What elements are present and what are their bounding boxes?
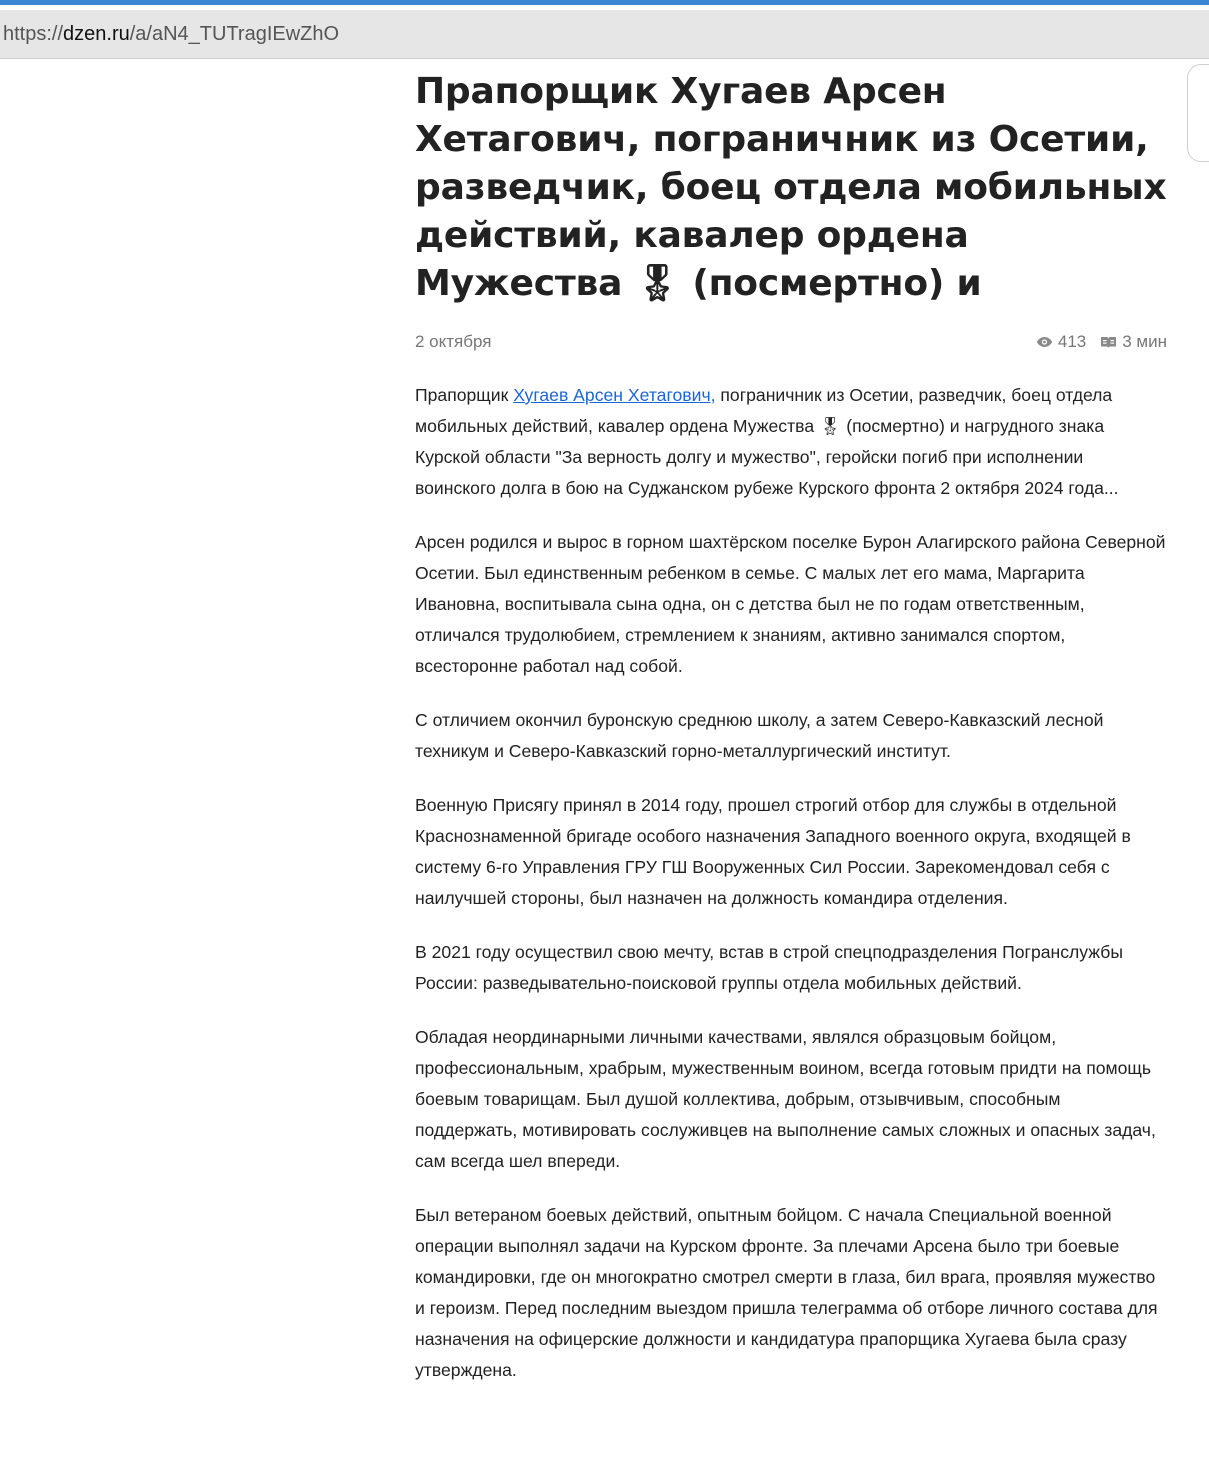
article-stats [1036, 332, 1167, 352]
paragraph-1 [415, 380, 1167, 504]
publish-date: 2 октября [415, 332, 492, 351]
paragraph-4: Военную Присягу принял в 2014 году, прошел строгий отбор для службы в отдельной Краснознаменной бригаде особого назначения Западного военного округа, входящей в систему 6-го Управления ГРУ ГШ Вооруженных Сил России. Зарекомендовал себя с наилучшей стороны, был назначен на должность командира отделения. [415, 795, 1131, 908]
paragraph-7: Был ветераном боевых действий, опытным бойцом. С начала Специальной военной операции выполнял задачи на Курском фронте. За плечами Арсена было три боевые командировки, где он многократно смотрел смерти в глаза, бил врага, проявляя мужество и героизм. Перед последним выездом пришла телеграмма об отборе личного состава для назначения на офицерские должности и кандидатура прапорщика Хугаева была сразу утверждена. [415, 1205, 1158, 1380]
read-time [1100, 332, 1167, 352]
views-value: 413 [1057, 332, 1087, 351]
article [415, 68, 1167, 1409]
article-meta [415, 330, 1167, 354]
side-panel-handle[interactable] [1187, 64, 1209, 162]
article-title: Прапорщик Хугаев Арсен Хетагович, пограничник из Осетии, разведчик, боец отдела мобильных действий, кавалер ордена Мужества 🎖 (посмертно) и [415, 71, 1167, 304]
read-time-value: 3 мин [1122, 332, 1167, 351]
address-bar[interactable] [0, 10, 1209, 59]
paragraph-5: В 2021 году осуществил свою мечту, встав в строй спецподразделения Погранслужбы России: разведывательно-поисковой группы отдела мобильных действий. [415, 942, 1123, 993]
url-domain: dzen.ru [63, 23, 130, 45]
url-prefix: https:// [3, 23, 64, 45]
paragraph-3: С отличием окончил буронскую среднюю школу, а затем Северо-Кавказский лесной техникум и Северо-Кавказский горно-металлургический институт. [415, 710, 1104, 761]
url-text[interactable] [3, 23, 339, 46]
views-count [1036, 332, 1086, 352]
book-icon [1100, 335, 1117, 349]
author-link[interactable]: Хугаев Арсен Хетагович, [513, 385, 716, 405]
paragraph-6: Обладая неординарными личными качествами, являлся образцовым бойцом, профессиональным, храбрым, мужественным воином, всегда готовым придти на помощь боевым товарищам. Был душой коллектива, добрым, отзывчивым, способным поддержать, мотивировать сослуживцев на выполнение самых сложных и опасных задач, сам всегда шел впереди. [415, 1027, 1156, 1171]
url-path: /a/aN4_TUTragIEwZhO [129, 23, 340, 45]
paragraph-1-start: Прапорщик [415, 385, 514, 405]
browser-top-accent [0, 0, 1209, 5]
paragraph-2: Арсен родился и вырос в горном шахтёрском поселке Бурон Алагирского района Северной Осетии. Был единственным ребенком в семье. С малых лет его мама, Маргарита Ивановна, воспитывала сына одна, он с детства был не по годам ответственным, отличался трудолюбием, стремлением к знаниям, активно занимался спортом, всесторонне работал над собой. [415, 532, 1166, 676]
article-body [415, 380, 1167, 1386]
paragraph-1-rest: пограничник из Осетии, разведчик, боец отдела мобильных действий, кавалер ордена Мужества 🎖 (посмертно) и нагрудного знака Курской области "За верность долгу и мужество", геройски погиб при исполнении воинского долга в бою на Суджанском рубеже Курского фронта 2 октября 2024 года... [415, 385, 1119, 498]
eye-icon [1036, 336, 1053, 348]
